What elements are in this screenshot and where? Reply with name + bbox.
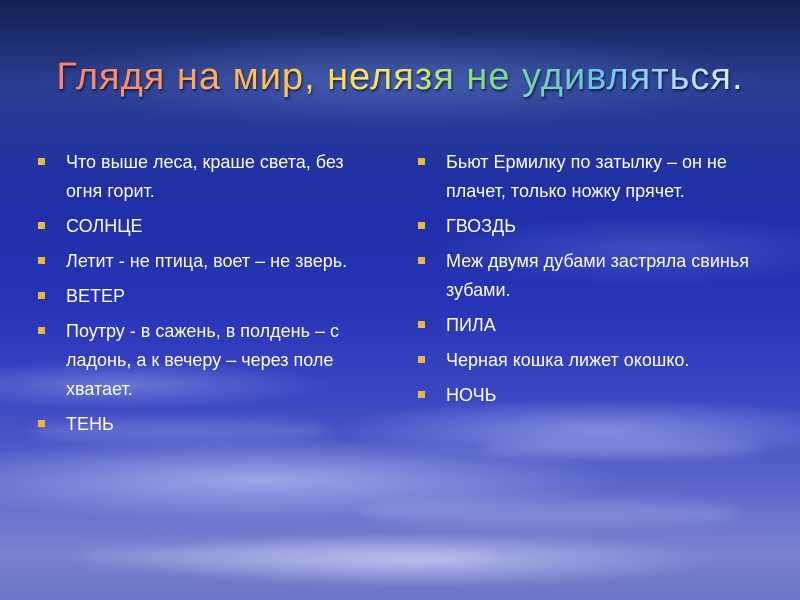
list-item-text: Что выше леса, краше света, без огня горит. (66, 152, 344, 201)
cloud-streak (360, 500, 740, 526)
list-item-text: Бьют Ермилку по затылку – он не плачет, только ножку прячет. (446, 152, 727, 201)
list-item (38, 317, 378, 404)
left-riddle-list (38, 148, 378, 445)
list-item-text: ТЕНЬ (66, 414, 114, 434)
cloud-streak (80, 545, 500, 569)
square-bullet-icon (418, 158, 425, 165)
list-item-text: ГВОЗДЬ (446, 216, 517, 236)
list-item (38, 282, 378, 311)
list-item (418, 247, 763, 305)
list-item-text: ПИЛА (446, 315, 496, 335)
list-item-text: НОЧЬ (446, 385, 497, 405)
square-bullet-icon (418, 356, 425, 363)
list-item-text: Поутру - в сажень, в полдень – с ладонь, а к вечеру – через поле хватает. (66, 321, 340, 399)
list-item (38, 148, 378, 206)
list-item (38, 212, 378, 241)
square-bullet-icon (418, 321, 425, 328)
list-item (418, 346, 763, 375)
square-bullet-icon (418, 222, 425, 229)
list-item-text: Меж двумя дубами застряла свинья зубами. (446, 251, 749, 300)
square-bullet-icon (38, 420, 45, 427)
list-item-text: Черная кошка лижет окошко. (446, 350, 690, 370)
list-item (418, 148, 763, 206)
list-item (38, 247, 378, 276)
list-item (418, 381, 763, 410)
list-item (38, 410, 378, 439)
square-bullet-icon (38, 158, 45, 165)
list-item (418, 311, 763, 340)
square-bullet-icon (418, 257, 425, 264)
square-bullet-icon (38, 257, 45, 264)
square-bullet-icon (38, 292, 45, 299)
cloud-streak (480, 440, 760, 458)
right-riddle-list (418, 148, 763, 416)
square-bullet-icon (418, 391, 425, 398)
square-bullet-icon (38, 327, 45, 334)
list-item-text: Летит - не птица, воет – не зверь. (66, 251, 348, 271)
slide-title: Глядя на мир, нелязя не удивляться. (0, 56, 800, 99)
list-item-text: ВЕТЕР (66, 286, 126, 306)
list-item (418, 212, 763, 241)
list-item-text: СОЛНЦЕ (66, 216, 143, 236)
square-bullet-icon (38, 222, 45, 229)
